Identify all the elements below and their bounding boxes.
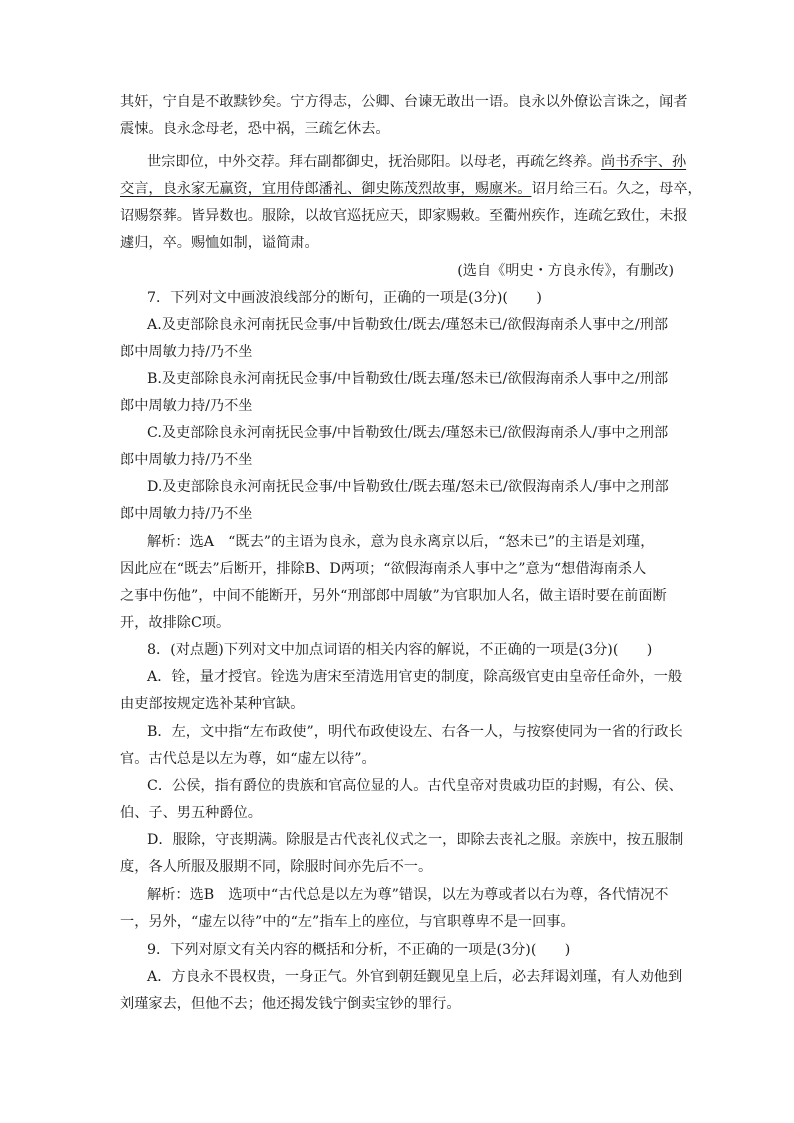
- q8-option-c-cont: 伯、子、男五种爵位。: [120, 805, 262, 821]
- source-citation: (选自《明史・方良永传》，有删改): [457, 263, 674, 279]
- q8-option-b-cont: 官。古代总是以左为尊，如“虚左以待”。: [120, 751, 376, 767]
- q8-option-d: D．服除，守丧期满。除服是古代丧礼仪式之一，即除去丧礼之服。亲族中，按五服制: [147, 832, 684, 848]
- q7-option-b-cont: 郎中周敏力持/乃不坐: [120, 398, 253, 414]
- q7-analysis: 之事中伤他”，中间不能断开，另外“刑部郎中周敏”为官职加人名，做主语时要在前面断: [120, 588, 667, 604]
- question-8-stem: 8．(对点题)下列对文中加点词语的相关内容的解说，不正确的一项是(3分)( ): [147, 642, 653, 658]
- q7-analysis: 解析：选A “既去”的主语为良永，意为良永离京以后，“怒未已”的主语是刘瑾，: [147, 534, 655, 550]
- q7-option-b: B.及吏部除良永河南抚民佥事/中旨勒致仕/既去瑾/怒未已/欲假海南杀人事中之/刑部: [147, 371, 669, 387]
- passage-line: 诏赐祭葬。皆异数也。服除，以故官巡抚应天，即家赐敕。至衢州疾作，连疏乞致仕，未报: [120, 208, 688, 224]
- q7-option-a: A.及吏部除良永河南抚民佥事/中旨勒致仕/既去/瑾怒未已/欲假海南杀人事中之/刑部: [147, 317, 669, 333]
- question-7-stem: 7．下列对文中画波浪线部分的断句，正确的一项是(3分)( ): [147, 290, 542, 306]
- passage-line: 震悚。良永念母老，恐中祸，三疏乞休去。: [120, 121, 390, 137]
- q7-analysis: 因此应在“既去”后断开，排除B、D两项；“欲假海南杀人事中之”意为“想借海南杀人: [120, 561, 647, 577]
- q7-option-c: C.及吏部除良永河南抚民佥事/中旨勒致仕/既去/瑾怒未已/欲假海南杀人/事中之刑部: [147, 425, 669, 441]
- q8-analysis: 解析：选B 选项中“古代总是以左为尊”错误，以左为尊或者以右为尊，各代情况不: [147, 887, 669, 903]
- q7-analysis: 开，故排除C项。: [120, 615, 231, 631]
- q8-analysis: 一，另外，“虚左以待”中的“左”指车上的座位，与官职尊卑不是一回事。: [120, 914, 575, 930]
- q8-option-d-cont: 度，各人所服及服期不同，除服时间亦先后不一。: [120, 859, 433, 875]
- underlined-passage-text: 尚书乔宇、孙: [601, 154, 687, 170]
- question-9-stem: 9．下列对原文有关内容的概括和分析，不正确的一项是(3分)( ): [147, 942, 571, 958]
- q8-option-a: A．铨，量才授官。铨选为唐宋至清选用官吏的制度，除高级官吏由皇帝任命外，一般: [147, 669, 683, 685]
- passage-text: 诏月给三石。久之，母卒，: [531, 181, 702, 197]
- q7-option-c-cont: 郎中周敏力持/乃不坐: [120, 452, 253, 468]
- passage-line: [120, 179, 702, 199]
- q7-option-d-cont: 郎中周敏力持/乃不坐: [120, 506, 253, 522]
- q7-option-a-cont: 郎中周敏力持/乃不坐: [120, 344, 253, 360]
- q7-option-d: D.及吏部除良永河南抚民佥事/中旨勒致仕/既去瑾/怒未已/欲假海南杀人/事中之刑部: [147, 479, 669, 495]
- underlined-passage-text: 交言，良永家无赢资，宜用侍郎潘礼、御史陈茂烈故事，赐廪米。: [120, 181, 532, 197]
- passage-line: [147, 152, 686, 172]
- q8-option-a-cont: 由吏部按规定选补某种官缺。: [120, 696, 305, 712]
- passage-text: 世宗即位，中外交荐。拜右副都御史，抚治郧阳。以母老，再疏乞终养。: [147, 154, 602, 170]
- q9-option-a-cont: 刘瑾家去，但他不去；他还揭发钱宁倒卖宝钞的罪行。: [120, 996, 461, 1012]
- q8-option-b: B．左，文中指“左布政使”，明代布政使设左、右各一人，与按察使同为一省的行政长: [147, 724, 683, 740]
- q9-option-a: A．方良永不畏权贵，一身正气。外官到朝廷觐见皇上后，必去拜谒刘瑾，有人劝他到: [147, 969, 683, 985]
- passage-line: 遽归，卒。赐恤如制，谥简肃。: [120, 235, 319, 251]
- q8-option-c: C．公侯，指有爵位的贵族和官高位显的人。古代皇帝对贵戚功臣的封赐，有公、侯、: [147, 778, 683, 794]
- passage-line: 其奸，宁自是不敢黩钞矣。宁方得志，公卿、台谏无敢出一语。良永以外僚讼言诛之，闻者: [120, 94, 688, 110]
